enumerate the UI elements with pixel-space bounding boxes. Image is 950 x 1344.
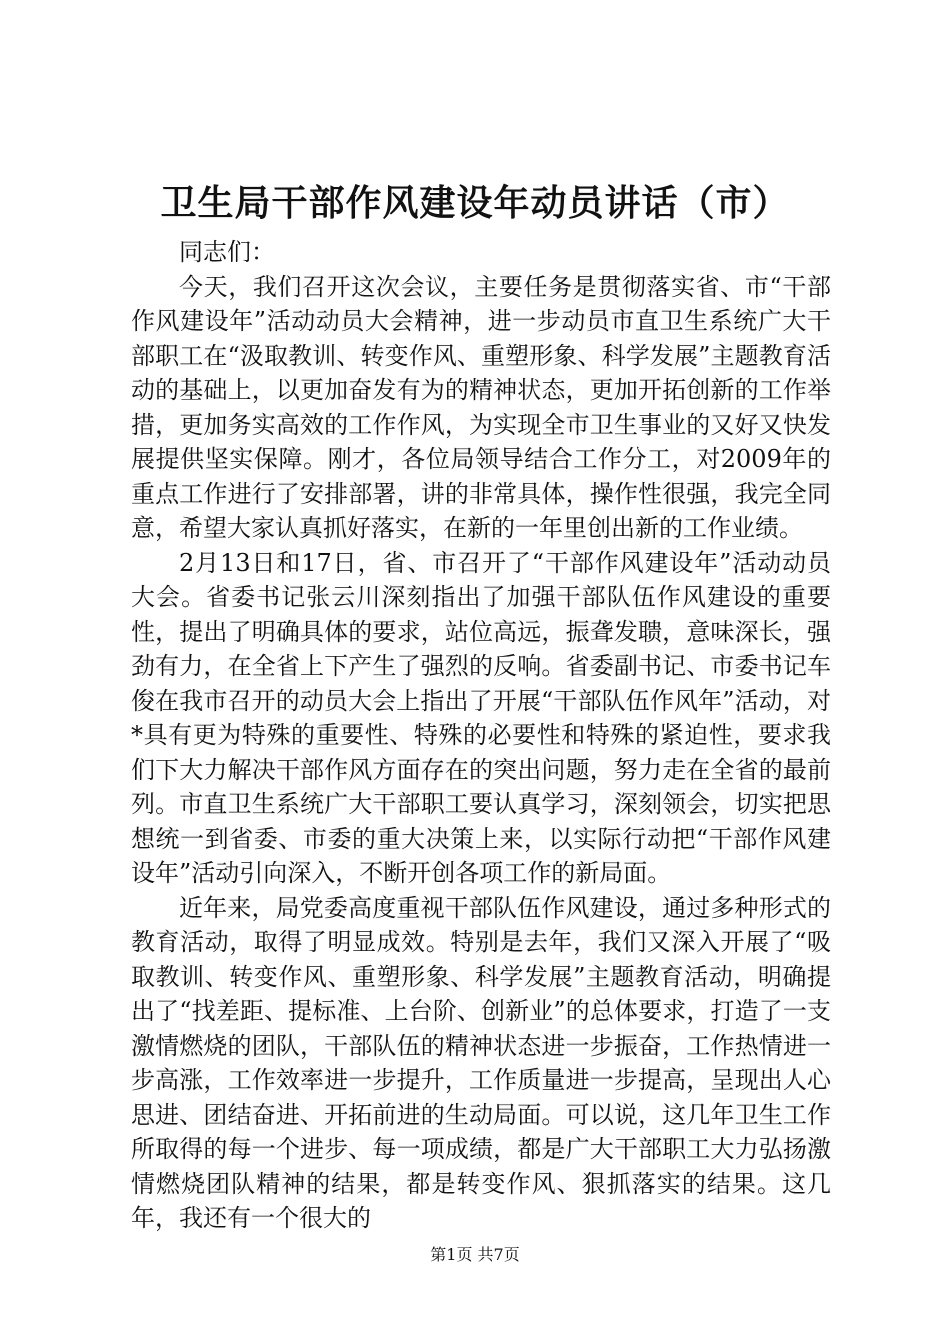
paragraph-2: 2月13日和17日，省、市召开了“干部作风建设年”活动动员大会。省委书记张云川深刻指出了加强干部队伍作风建设的重要性，提出了明确具体的要求，站位高远，振聋发聩，意味深长，强劲有力，在全省上下产生了强烈的反响。省委副书记、市委书记车俊在我市召开的动员大会上指出了开展“干部队伍作风年”活动，对*具有更为特殊的重要性、特殊的必要性和特殊的紧迫性，要求我们下大力解决干部作风方面存在的突出问题，努力走在全省的最前列。市直卫生系统广大干部职工要认真学习，深刻领会，切实把思想统一到省委、市委的重大决策上来，以实际行动把“干部作风建设年”活动引向深入，不断开创各项工作的新局面。 xyxy=(131,548,831,887)
salutation: 同志们： xyxy=(179,238,275,266)
paragraph-1: 今天，我们召开这次会议，主要任务是贯彻落实省、市“干部作风建设年”活动动员大会精神，进一步动员市直卫生系统广大干部职工在“汲取教训、转变作风、重塑形象、科学发展”主题教育活动的基础上，以更加奋发有为的精神状态，更加开拓创新的工作举措，更加务实高效的工作作风，为实现全市卫生事业的又好又快发展提供坚实保障。刚才，各位局领导结合工作分工，对2009年的重点工作进行了安排部署，讲的非常具体，操作性很强，我完全同意，希望大家认真抓好落实，在新的一年里创出新的工作业绩。 xyxy=(131,272,831,542)
document-title: 卫生局干部作风建设年动员讲话（市） xyxy=(160,182,790,224)
page-number-label: 第1页 共7页 xyxy=(430,1245,520,1264)
page-footer xyxy=(0,1245,950,1265)
paragraph-3: 近年来，局党委高度重视干部队伍作风建设，通过多种形式的教育活动，取得了明显成效。特别是去年，我们又深入开展了“吸取教训、转变作风、重塑形象、科学发展”主题教育活动，明确提出了“找差距、提标准、上台阶、创新业”的总体要求，打造了一支激情燃烧的团队，干部队伍的精神状态进一步振奋，工作热情进一步高涨，工作效率进一步提升，工作质量进一步提高，呈现出人心思进、团结奋进、开拓前进的生动局面。可以说，这几年卫生工作所取得的每一个进步、每一项成绩，都是广大干部职工大力弘扬激情燃烧团队精神的结果，都是转变作风、狠抓落实的结果。这几年，我还有一个很大的 xyxy=(131,893,831,1232)
document-body xyxy=(131,235,831,1236)
